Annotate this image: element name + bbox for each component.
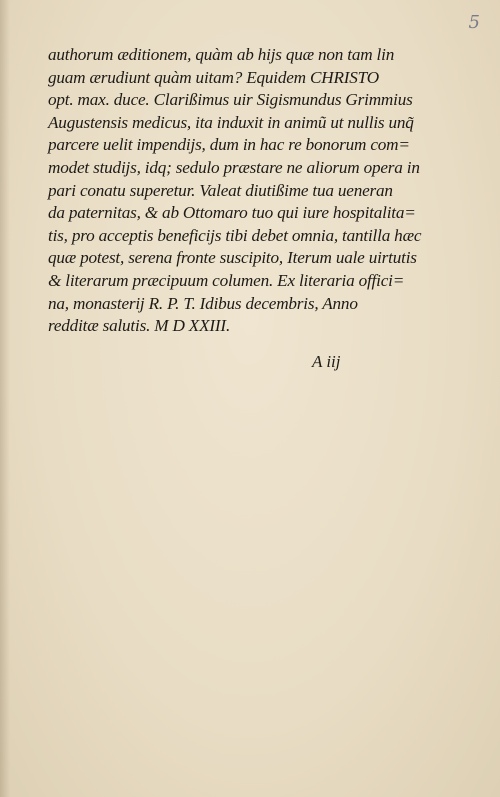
text-line: & literarum præcipuum columen. Ex literaria offici= — [48, 270, 405, 290]
folio-number: 5 — [468, 12, 480, 33]
text-block — [48, 44, 422, 338]
text-line: parcere uelit impendijs, dum in hac re bonorum com= — [48, 135, 410, 155]
text-line: da paternitas, & ab Ottomaro tuo qui iure hospitalita= — [48, 203, 416, 223]
page-gutter-shadow — [0, 0, 10, 797]
text-line: tis, pro acceptis beneficijs tibi debet omnia, tantilla hæc — [48, 225, 422, 245]
text-line: pari conatu superetur. Valeat diutißime tua ueneran — [48, 180, 393, 200]
signature-mark: A iij — [312, 352, 341, 371]
text-line: redditæ salutis. M D XXIII. — [48, 316, 231, 336]
text-line: modet studijs, idq; sedulo præstare ne aliorum opera in — [48, 157, 420, 177]
text-line: opt. max. duce. Clarißimus uir Sigismundus Grimmius — [48, 90, 413, 110]
text-line: Augustensis medicus, ita induxit in animũ ut nullis unq̃ — [48, 112, 414, 132]
text-line: guam ærudiunt quàm uitam? Equidem CHRISTO — [48, 67, 379, 87]
text-line: authorum æditionem, quàm ab hijs quæ non tam lin — [48, 45, 395, 64]
text-line: na, monasterij R. P. T. Idibus decembris, Anno — [48, 293, 358, 313]
text-line: quæ potest, serena fronte suscipito, Iterum uale uirtutis — [48, 248, 417, 268]
